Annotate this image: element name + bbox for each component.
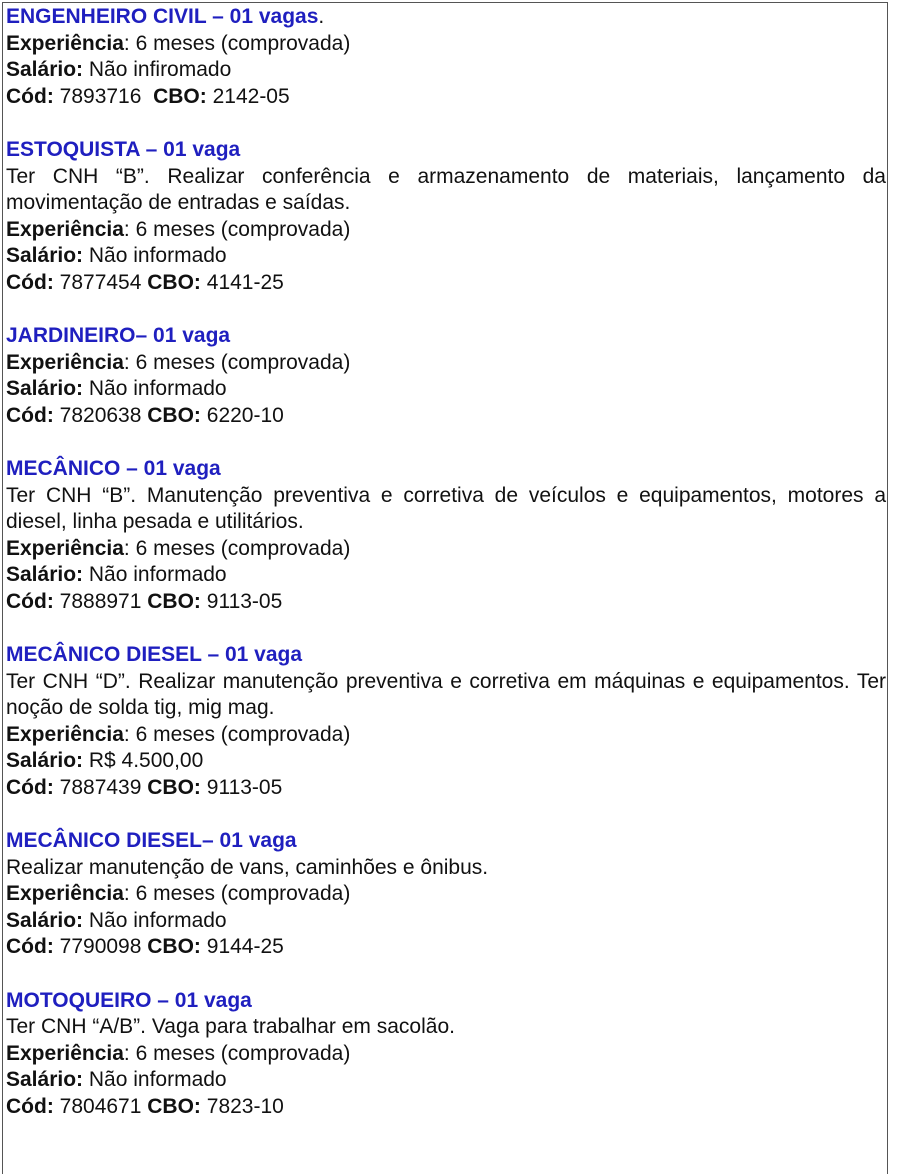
cbo-label: CBO:: [147, 270, 201, 294]
job-title: MECÂNICO DIESEL– 01 vaga: [6, 829, 297, 852]
job-title: MECÂNICO DIESEL – 01 vaga: [6, 643, 303, 666]
code-value: 7820638: [53, 403, 148, 427]
cbo-label: CBO:: [147, 403, 201, 427]
job-description: Ter CNH “A/B”. Vaga para trabalhar em sacolão.: [6, 1015, 455, 1038]
salary-value: Não informado: [83, 377, 227, 400]
job-listing: [6, 4, 886, 110]
job-title-suffix: .: [318, 5, 325, 28]
code-value: 7887439: [53, 775, 148, 799]
code-label: Cód:: [6, 270, 54, 294]
experience-value: : 6 meses (comprovada): [123, 350, 351, 374]
experience-label: Experiência: [6, 536, 124, 560]
job-codes: [6, 84, 886, 111]
experience-label: Experiência: [6, 31, 124, 55]
cbo-value: 9144-25: [200, 935, 284, 958]
job-experience: [6, 722, 886, 749]
job-listing: [6, 137, 886, 296]
experience-value: : 6 meses (comprovada): [123, 536, 351, 560]
salary-value: Não infiromado: [83, 58, 232, 81]
job-experience: [6, 217, 886, 244]
job-codes: [6, 1094, 886, 1121]
job-salary: [6, 908, 886, 935]
job-salary: [6, 376, 886, 403]
salary-label: Salário:: [6, 377, 84, 400]
salary-label: Salário:: [6, 563, 84, 586]
job-codes: [6, 589, 886, 616]
code-label: Cód:: [6, 84, 54, 108]
job-title-line: [6, 988, 886, 1015]
salary-label: Salário:: [6, 58, 84, 81]
code-value: 7888971: [53, 589, 148, 613]
salary-value: R$ 4.500,00: [83, 749, 204, 772]
job-listing: [6, 323, 886, 429]
cbo-label: CBO:: [147, 935, 201, 958]
job-experience: [6, 31, 886, 58]
code-label: Cód:: [6, 775, 54, 799]
job-listings: [6, 4, 886, 1147]
salary-label: Salário:: [6, 749, 84, 772]
job-description: Ter CNH “B”. Manutenção preventiva e corretiva de veículos e equipamentos, motores a diesel, linha pesada e utilitários.: [6, 483, 886, 533]
code-label: Cód:: [6, 935, 54, 958]
salary-value: Não informado: [83, 908, 227, 932]
cbo-value: 7823-10: [200, 1094, 284, 1118]
salary-label: Salário:: [6, 908, 84, 932]
job-codes: [6, 934, 886, 961]
job-title: MECÂNICO – 01 vaga: [6, 457, 221, 480]
cbo-label: CBO:: [153, 84, 207, 108]
job-title: ESTOQUISTA – 01 vaga: [6, 138, 241, 161]
job-title: MOTOQUEIRO – 01 vaga: [6, 988, 252, 1012]
experience-label: Experiência: [6, 722, 124, 746]
job-title: ENGENHEIRO CIVIL – 01 vagas: [6, 5, 319, 28]
job-salary: [6, 748, 886, 775]
cbo-label: CBO:: [147, 775, 201, 799]
job-experience: [6, 881, 886, 908]
experience-label: Experiência: [6, 1041, 124, 1065]
job-salary: [6, 562, 886, 589]
experience-label: Experiência: [6, 350, 124, 374]
salary-value: Não informado: [83, 563, 227, 586]
cbo-label: CBO:: [147, 1094, 201, 1118]
experience-value: : 6 meses (comprovada): [123, 1041, 351, 1065]
experience-label: Experiência: [6, 882, 124, 905]
code-value: 7893716: [53, 84, 154, 108]
job-description: Ter CNH “D”. Realizar manutenção preventiva e corretiva em máquinas e equipamentos. Ter noção de solda tig, mig mag.: [6, 669, 886, 719]
job-title-line: [6, 456, 886, 483]
job-description: Ter CNH “B”. Realizar conferência e armazenamento de materiais, lançamento da movimentação de entradas e saídas.: [6, 164, 886, 214]
code-label: Cód:: [6, 589, 54, 613]
job-salary: [6, 243, 886, 270]
job-listing: [6, 642, 886, 801]
job-codes: [6, 775, 886, 802]
cbo-value: 9113-05: [200, 589, 283, 613]
experience-label: Experiência: [6, 217, 124, 241]
salary-value: Não informado: [83, 1068, 227, 1091]
job-listing: [6, 828, 886, 961]
salary-value: Não informado: [83, 244, 227, 267]
experience-value: : 6 meses (comprovada): [123, 31, 351, 55]
code-label: Cód:: [6, 1094, 54, 1118]
salary-label: Salário:: [6, 1068, 84, 1091]
job-experience: [6, 536, 886, 563]
experience-value: : 6 meses (comprovada): [123, 882, 351, 905]
job-title-line: [6, 828, 886, 855]
job-title-line: [6, 642, 886, 669]
salary-label: Salário:: [6, 244, 84, 267]
code-value: 7877454: [53, 270, 148, 294]
cbo-value: 4141-25: [200, 270, 284, 294]
job-title-line: [6, 323, 886, 350]
experience-value: : 6 meses (comprovada): [123, 217, 351, 241]
job-title: JARDINEIRO– 01 vaga: [6, 324, 231, 347]
cbo-value: 2142-05: [206, 84, 290, 108]
cbo-value: 6220-10: [200, 403, 284, 427]
job-experience: [6, 1041, 886, 1068]
experience-value: : 6 meses (comprovada): [123, 722, 351, 746]
code-value: 7804671: [53, 1094, 148, 1118]
job-description: Realizar manutenção de vans, caminhões e ônibus.: [6, 855, 489, 879]
job-salary: [6, 1067, 886, 1094]
job-title-line: [6, 4, 886, 31]
cbo-label: CBO:: [147, 589, 201, 613]
job-codes: [6, 403, 886, 430]
job-experience: [6, 350, 886, 377]
code-value: 7790098: [53, 935, 148, 958]
job-salary: [6, 57, 886, 84]
cbo-value: 9113-05: [200, 775, 283, 799]
job-listing: [6, 456, 886, 615]
job-title-line: [6, 137, 886, 164]
job-codes: [6, 270, 886, 297]
code-label: Cód:: [6, 403, 54, 427]
job-listing: [6, 988, 886, 1121]
